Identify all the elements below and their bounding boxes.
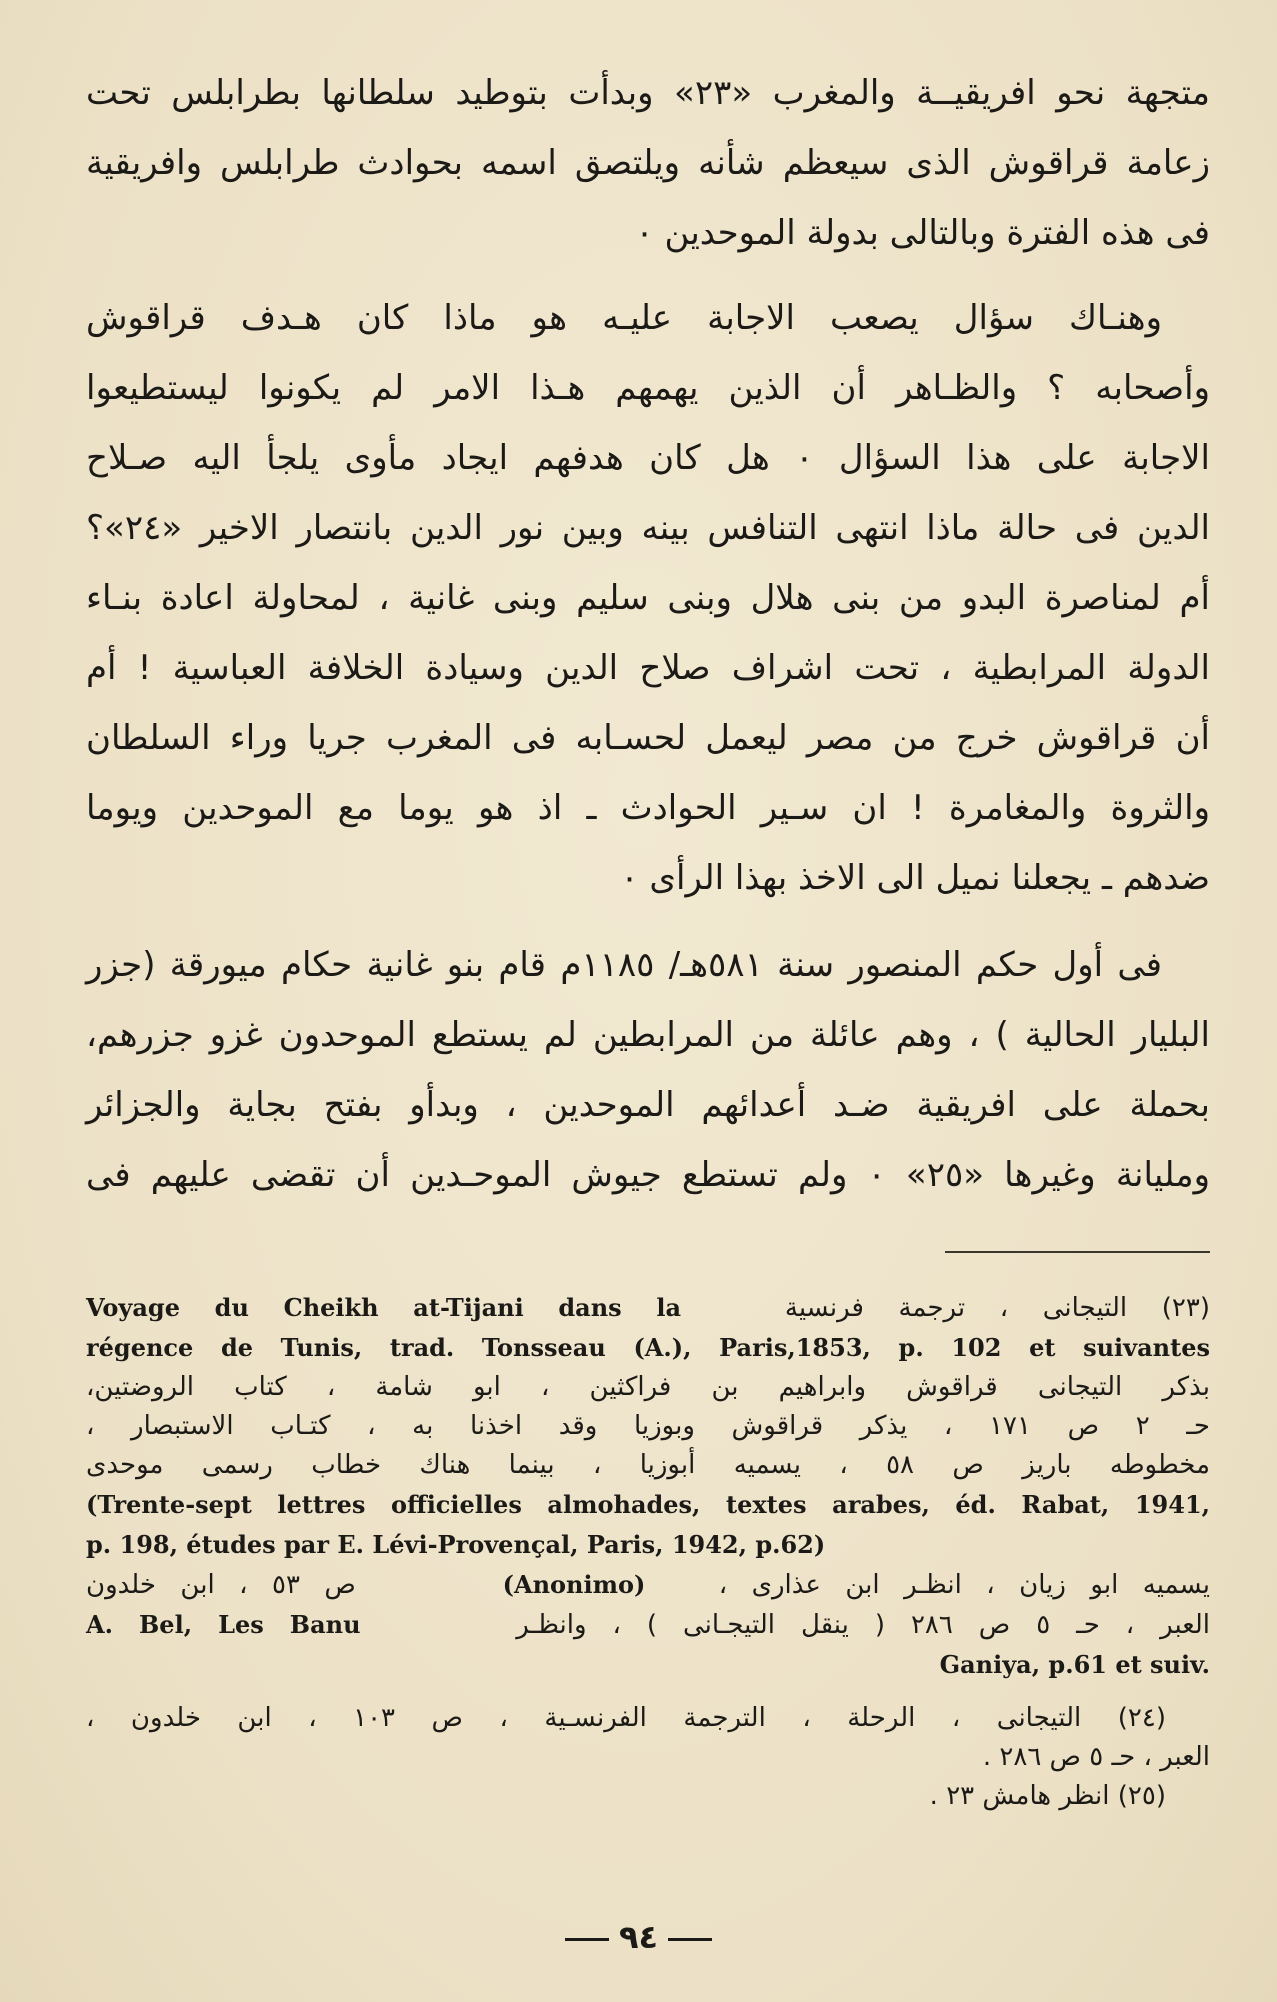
footnote-line — [86, 1525, 1210, 1565]
footnote-line — [86, 1288, 1210, 1328]
footnote-citation: p. 198, études par E. Lévi-Provençal, Paris, 1942, p.62) — [86, 1530, 826, 1559]
footnote-line — [86, 1645, 1210, 1685]
footnote-25 — [86, 1777, 1210, 1816]
footnote-line — [86, 1328, 1210, 1368]
text-line: وأصحابه ؟ والظـاهر أن الذين يهمهم هـذا الامر لم يكونوا ليستطيعوا — [86, 368, 1210, 408]
text-line: أن قراقوش خرج من مصر ليعمل لحسـابه فى المغرب جريا وراء السلطان — [86, 718, 1210, 758]
footnote-citation: A. Bel, Les Banu — [86, 1610, 361, 1639]
footnote-text: (٢٣) التيجانى ، ترجمة فرنسية — [784, 1293, 1211, 1323]
footnote-citation: (Anonimo) — [502, 1570, 646, 1599]
footnote-24 — [86, 1699, 1210, 1777]
text-line: الدولة المرابطية ، تحت اشراف صلاح الدين وسيادة الخلافة العباسية ! أم — [86, 648, 1210, 688]
footnote-line: بذكر التيجانى قراقوش وابراهيم بن فراكثين ، ابو شامة ، كتاب الروضتين، — [86, 1372, 1210, 1402]
text-line: ضدهم ـ يجعلنا نميل الى الاخذ بهذا الرأى ٠ — [620, 858, 1210, 898]
text-line: فى أول حكم المنصور سنة ٥٨١هـ/ ١١٨٥م قام بنو غانية حكام ميورقة (جزر — [86, 945, 1162, 985]
footnote-line: حـ ٢ ص ١٧١ ، يذكر قراقوش وبوزيا وقد اخذنا به ، كتـاب الاستبصار ، — [86, 1411, 1210, 1441]
text-line: زعامة قراقوش الذى سيعظم شأنه ويلتصق اسمه بحوادث طرابلس وافريقية — [86, 143, 1210, 183]
text-line: البليار الحالية ) ، وهم عائلة من المرابطين لم يستطع الموحدون غزو جزرهم، — [86, 1015, 1210, 1055]
footnote-line: (٢٥) انظر هامش ٢٣ . — [929, 1781, 1166, 1811]
footnote-text: العبر ، حـ ٥ ص ٢٨٦ ( ينقل التيجـانى ) ، وانظـر — [516, 1610, 1210, 1640]
footnote-line: (٢٤) التيجانى ، الرحلة ، الترجمة الفرنسـية ، ص ١٠٣ ، ابن خلدون ، — [86, 1703, 1166, 1733]
paragraph-3 — [86, 930, 1210, 1210]
footnote-citation: Voyage du Cheikh at-Tijani dans la — [86, 1293, 682, 1322]
footnote-text: ص ٥٣ ، ابن خلدون — [86, 1570, 356, 1600]
text-line: وهنـاك سؤال يصعب الاجابة عليـه هو ماذا كان هـدف قراقوش — [86, 298, 1162, 338]
text-line: أم لمناصرة البدو من بنى هلال وبنى سليم وبنى غانية ، لمحاولة اعادة بنـاء — [86, 578, 1210, 618]
footnote-separator — [945, 1251, 1210, 1253]
text-line: ومليانة وغيرها «٢٥» ٠ ولم تستطع جيوش الموحـدين أن تقضى عليهم فى — [86, 1155, 1211, 1195]
text-line: بحملة على افريقية ضـد أعدائهم الموحدين ، وبدأو بفتح بجاية والجزائر — [86, 1085, 1210, 1125]
text-line: والثروة والمغامرة ! ان سـير الحوادث ـ اذ هو يوما مع الموحدين ويوما — [86, 788, 1210, 828]
footnote-line — [86, 1565, 1210, 1605]
text-line: الدين فى حالة ماذا انتهى التنافس بينه وبين نور الدين بانتصار الاخير «٢٤»؟ — [86, 508, 1210, 548]
footnote-line — [86, 1605, 1210, 1645]
text-line: الاجابة على هذا السؤال ٠ هل كان هدفهم ايجاد مأوى يلجأ اليه صـلاح — [86, 438, 1210, 478]
dash-right — [668, 1938, 712, 1941]
text-line: متجهة نحو افريقيــة والمغرب «٢٣» وبدأت بتوطيد سلطانها بطرابلس تحت — [86, 73, 1210, 113]
footnotes — [86, 1288, 1210, 1816]
footnote-citation: Ganiya, p.61 et suiv. — [939, 1650, 1210, 1679]
paragraph-1 — [86, 58, 1210, 268]
footnote-line: العبر ، حـ ٥ ص ٢٨٦ . — [982, 1742, 1210, 1772]
page-number — [0, 1918, 1277, 1956]
text-line: فى هذه الفترة وبالتالى بدولة الموحدين ٠ — [635, 213, 1210, 253]
footnote-citation: régence de Tunis, trad. Tonsseau (A.), Paris,1853, p. 102 et suivantes — [86, 1333, 1210, 1362]
footnote-23 — [86, 1288, 1210, 1685]
footnote-line — [86, 1485, 1210, 1525]
footnote-text: يسميه ابو زيان ، انظـر ابن عذارى ، — [718, 1570, 1211, 1600]
page-number-text: ٩٤ — [618, 1918, 659, 1956]
footnote-line: مخطوطه باريز ص ٥٨ ، يسميه أبوزيا ، بينما هناك خطاب رسمى موحدى — [86, 1450, 1210, 1480]
paragraph-2 — [86, 283, 1210, 913]
footnote-citation: (Trente-sept lettres officielles almohades, textes arabes, éd. Rabat, 1941, — [86, 1490, 1210, 1519]
dash-left — [565, 1938, 609, 1941]
